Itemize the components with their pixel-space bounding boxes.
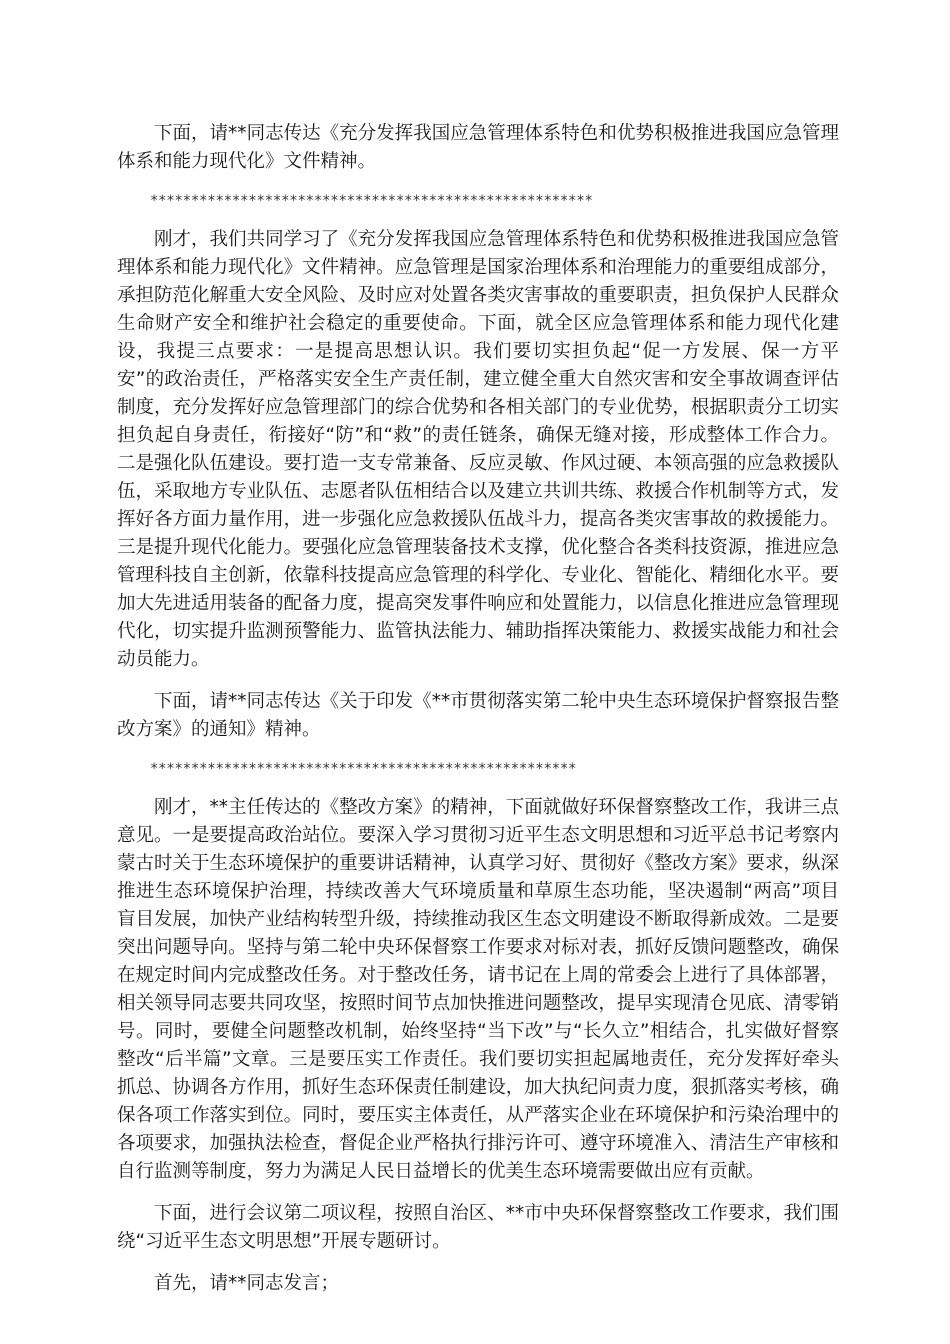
separator-line: **************************************************** <box>150 761 577 777</box>
paragraph-rectification-remarks: 刚才，**主任传达的《整改方案》的精神，下面就做好环保督察整改工作，我讲三点意见。一是要提高政治站位。要深入学习贯彻习近平生态文明思想和习近平总书记考察内蒙古时关于生态环境保护的重要讲话精神，认真学习好、贯彻好《整改方案》要求，纵深推进生态环境保护治理，持续改善大气环境质量和草原生态功能，坚决遏制“两高”项目盲目发展，加快产业结构转型升级，持续推动我区生态文明建设不断取得新成效。二是要突出问题导向。坚持与第二轮中央环保督察工作要求对标对表，抓好反馈问题整改，确保在规定时间内完成整改任务。对于整改任务，请书记在上周的常委会上进行了具体部署，相关领导同志要共同攻坚，按照时间节点加快推进问题整改，提早实现清仓见底、清零销号。同时，要健全问题整改机制，始终坚持“当下改”与“长久立”相结合，扎实做好督察整改“后半篇”文章。三是要压实工作责任。我们要切实担起属地责任，充分发挥好牵头抓总、协调各方作用，抓好生态环保责任制建设，加大执纪问责力度，狠抓落实考核，确保各项工作落实到位。同时，要压实主体责任，从严落实企业在环境保护和污染治理中的各项要求，加强执法检查，督促企业严格执行排污许可、遵守环境准入、清洁生产审核和自行监测等制度，努力为满足人民日益增长的优美生态环境需要做出应有贡献。 <box>117 797 839 1182</box>
separator-line: ****************************************************** <box>150 193 594 209</box>
document-page <box>117 120 839 1312</box>
paragraph-second-agenda-item: 下面，进行会议第二项议程，按照自治区、**市中央环保督察整改工作要求，我们围绕“习近平生态文明思想”开展专题研讨。 <box>117 1203 839 1252</box>
paragraph-emergency-management-remarks: 刚才，我们共同学习了《充分发挥我国应急管理体系特色和优势积极推进我国应急管理体系和能力现代化》文件精神。应急管理是国家治理体系和治理能力的重要组成部分，承担防范化解重大安全风险、及时应对处置各类灾害事故的重要职责，担负保护人民群众生命财产安全和维护社会稳定的重要使命。下面，就全区应急管理体系和能力现代化建设，我提三点要求：一是提高思想认识。我们要切实担负起“促一方发展、保一方平安”的政治责任，严格落实安全生产责任制，建立健全重大自然灾害和安全事故调查评估制度，充分发挥好应急管理部门的综合优势和各相关部门的专业优势，根据职责分工切实担负起自身责任，衔接好“防”和“救”的责任链条，确保无缝对接，形成整体工作合力。二是强化队伍建设。要打造一支专常兼备、反应灵敏、作风过硬、本领高强的应急救援队伍，采取地方专业队伍、志愿者队伍相结合以及建立共训共练、救援合作机制等方式，发挥好各方面力量作用，进一步强化应急救援队伍战斗力，提高各类灾害事故的救援能力。三是提升现代化能力。要强化应急管理装备技术支撑，优化整合各类科技资源，推进应急管理科技自主创新，依靠科技提高应急管理的科学化、专业化、智能化、精细化水平。要加大先进适用装备的配备力度，提高突发事件响应和处置能力，以信息化推进应急管理现代化，切实提升监测预警能力、监管执法能力、辅助指挥决策能力、救援实战能力和社会动员能力。 <box>117 229 839 670</box>
paragraph-relay-rectification-notice: 下面，请**同志传达《关于印发《**市贯彻落实第二轮中央生态环境保护督察报告整改方案》的通知》精神。 <box>117 691 839 740</box>
paragraph-relay-emergency-document: 下面，请**同志传达《充分发挥我国应急管理体系特色和优势积极推进我国应急管理体系和能力现代化》文件精神。 <box>117 123 839 172</box>
paragraph-first-speaker: 首先，请**同志发言； <box>154 1273 340 1294</box>
